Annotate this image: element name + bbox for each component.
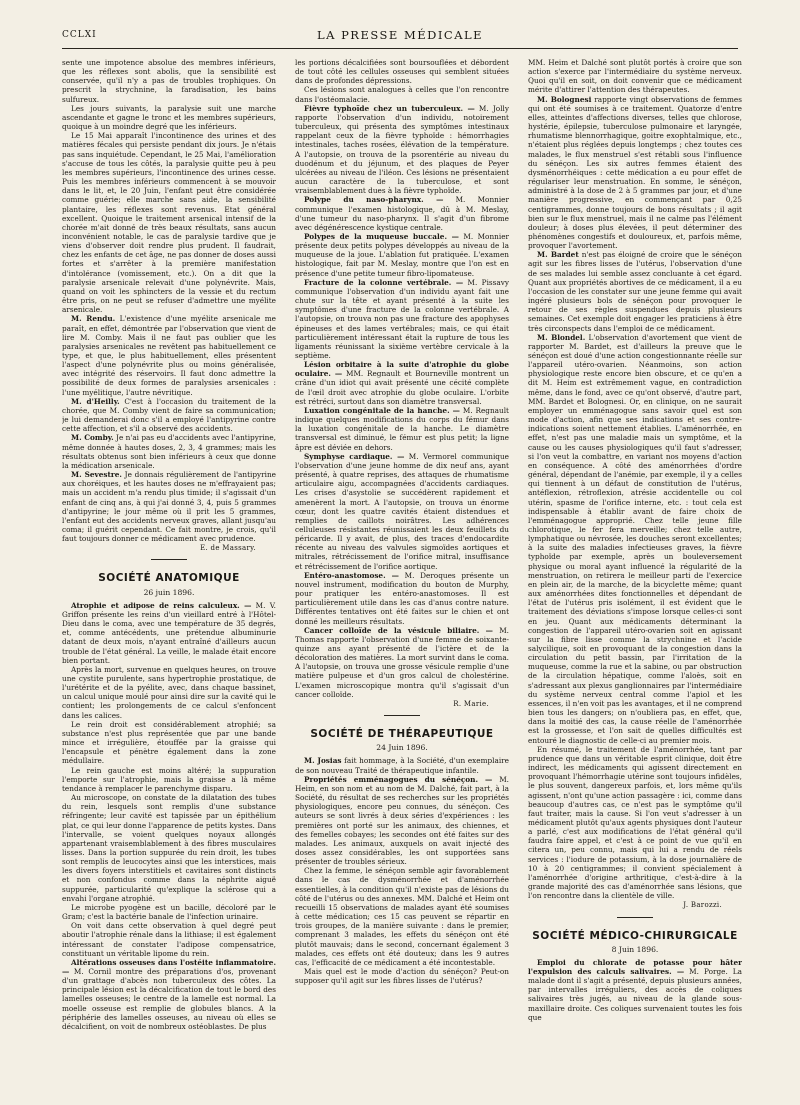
paragraph-text: Ces lésions sont analogues à celles que l'on rencontre dans l'ostéomalacie. (295, 85, 509, 104)
paragraph-lead: Symphyse cardiaque. — (304, 451, 405, 461)
paragraph-lead: Luxation congénitale de la hanche. — (304, 405, 460, 415)
paragraph (62, 766, 276, 793)
paragraph (62, 793, 276, 903)
paragraph-lead: M. Bolognesi (537, 94, 592, 104)
author-signature: E. de Massary. (200, 544, 256, 553)
section-divider (151, 559, 187, 560)
paragraph (295, 195, 509, 232)
paragraph-lead: Fracture de la colonne vertébrale. — (304, 277, 464, 287)
paragraph-lead: Emploi du chlorate de potasse pour hâter l'expulsion des calculs salivaires. — (528, 957, 742, 976)
paragraph-text: On voit dans cette observation à quel degré peut aboutir l'atrophie rénale dans la lithiase; il est également intéressant de constater l'adipose compensatrice, constituant un véritable lipome du rein. (62, 921, 276, 958)
paragraph (295, 85, 509, 103)
article-body (62, 58, 742, 1098)
paragraph-text: n'est pas éloigné de croire que le sénéçon agit sur les fibres lisses de l'utérus, l'observation d'une de ses malades lui semble assez concluante à cet égard. Quant aux propriétés abortives de ce médicament, il a eu l'occasion de les constater sur une jeune femme qui avait ingéré plusieurs bols de sénéçon pour provoquer le retour de ses règles suspendues depuis plusieurs semaines. Cet exemple doit engager les praticiens à être très circonspects dans l'emploi de ce médicament. (528, 250, 742, 333)
column-1 (62, 58, 276, 1098)
paragraph-text: Au microscope, on constate de la dilatation des tubes du rein, lesquels sont remplis d'une substance réfringente; leur cavité est tapissée par un épithélium plat, ce qui leur donne l'apparence de petits kystes. Dans l'intervalle, se voient quelques noyaux allongés appartenant vraisemblablement à des fibres musculaires lisses. Dans la portion suppurée du rein droit, les tubes sont remplis de leucocytes ainsi que les interstices, mais les divers foyers interstitiels et cavitaires sont distincts et non confondus comme dans la néphrite aiguë suppurée, particularité qu'explique la sclérose qui a envahi l'organe atrophié. (62, 793, 276, 903)
paragraph (295, 775, 509, 867)
paragraph (295, 58, 509, 85)
paragraph-text: Le microbe pyogène est un bacille, décoloré par le Gram; c'est la bactérie banale de l'infection urinaire. (62, 902, 276, 922)
section-divider (617, 917, 653, 918)
paragraph-lead: M. Blondel. (537, 332, 586, 342)
paragraph-text: M. Vermorel communique l'observation d'une jeune homme de dix neuf ans, ayant présenté, à quatre reprises, des attaques de rhumatisme articulaire aigu, accompagnées d'accidents cardiaques. Les crises d'asystolie se succédèrent rapidement et amenèrent la mort. A l'autopsie, on trouva un énorme cœur, dont les quatre cavités étaient distendues et remplies de caillots noirâtres. Les adhérences celluleuses résistantes réunissaient les deux feuillets du péricarde. Il y avait, de plus, des traces d'endocardite récente au niveau des valvules sigmoïdes aortiques et mitrales, rétrécissement de l'orifice mitral, insuffisance et rétrécissement de l'orifice aortique. (295, 451, 509, 571)
paragraph (62, 903, 276, 921)
paragraph (62, 104, 276, 131)
paragraph-text: sente une impotence absolue des membres inférieurs, que les réflexes sont abolis, que la sensibilité est conservée, qu'il n'y a pas de troubles trophiques. On prescrit la strychnine, la faradisation, les bains sulfureux. (62, 58, 276, 104)
paragraph (295, 571, 509, 626)
paragraph (295, 406, 509, 452)
paragraph-text: C'est à l'occasion du traitement de la chorée, que M. Comby vient de faire sa communication; je lui demanderai donc s'il a employé l'antipyrine contre cette affection, et s'il a observé des accidents. (62, 396, 276, 434)
paragraph-lead: M. Josias (304, 756, 342, 766)
paragraph (62, 314, 276, 396)
journal-title: LA PRESSE MÉDICALE (316, 28, 484, 42)
paragraph-lead: Cancer colloïde de la vésicule biliaire. — (304, 625, 493, 635)
paragraph (62, 665, 276, 720)
page-header (62, 26, 738, 46)
author-signature: R. Marie. (453, 699, 489, 708)
paragraph-lead: Atrophie et adipose de reins calculeux. — (71, 600, 252, 610)
paragraph-text: Les jours suivants, la paralysie suit une marche ascendante et gagne le tronc et les membres supérieurs, quoique à un moindre degré que les inférieurs. (62, 103, 276, 132)
paragraph-text: Je n'ai pas eu d'accidents avec l'antipyrine, même donnée à hautes doses, 2, 3, 4 grammes; mais les résultats obtenus sont bien inférieurs à ceux que donne la médication arsenicale. (62, 433, 276, 470)
paragraph-text: Le rein gauche est moins altéré; la suppuration l'emporte sur l'atrophie, mais la graisse a là même tendance à remplacer le parenchyme disparu. (62, 765, 276, 793)
paragraph (62, 58, 276, 104)
paragraph (295, 104, 509, 196)
section-heading: SOCIÉTÉ MÉDICO-CHIRURGICALE (532, 929, 738, 942)
paragraph-text: M. Jolly rapporte l'observation d'un individu, notoirement tuberculeux, qui présenta des symptômes intestinaux rappelant ceux de la fièvre typhoïde : hémorrhagies intestinales, taches rosées, élévation de la température. A l'autopsie, on trouva de la psorentérie au niveau du duodénum et du jéjunum, et des plaques de Peyer ulcérées au niveau de l'iléon. Ces lésions ne présentaient aucun caractère de la tuberculose, et sont vraisemblablement dues à la fièvre typhoïde. (295, 103, 509, 196)
paragraph (528, 58, 742, 95)
section-date: 26 juin 1896. (143, 587, 195, 597)
author-signature: J. Barozzi. (683, 901, 722, 910)
paragraph (295, 866, 509, 967)
paragraph (62, 921, 276, 958)
paragraph (62, 433, 276, 470)
paragraph (295, 232, 509, 278)
paragraph-lead: M. Rendu. (71, 314, 116, 324)
paragraph-text: MM. Regnault et Bourneville montrent un crâne d'un idiot qui avait présenté une cécité complète de l'œil droit avec atrophie du globe oculaire. L'orbite est rétréci, surtout dans son diamètre transversal. (295, 369, 509, 406)
paragraph-lead: Propriétés emménagogues du sénéçon. — (304, 774, 493, 784)
paragraph-text: fait hommage, à la Société, d'un exemplaire de son nouveau Traité de thérapeutique infantile. (295, 756, 509, 775)
paragraph (528, 95, 742, 251)
paragraph-lead: M. Bardet (537, 250, 579, 260)
paragraph-text: MM. Heim et Dalché sont plutôt portés à croire que son action s'exerce par l'intermédiaire du système nerveux. Quoi qu'il en soit, on doit convenir que ce médicament mérite d'attirer l'attention des thérapeutes. (528, 58, 742, 95)
paragraph-text: M. Deroques présente un nouvel instrument, modification du bouton de Murphy, pour pratiquer les entéro-anastomoses. Il est particulièrement utile dans les cas d'anus contre nature. Différentes tentatives ont été faites sur le chien et ont donné les meilleurs résultats. (295, 570, 509, 626)
paragraph-text: L'existence d'une myélite arsenicale me paraît, en effet, démontrée par l'observation que vient de lire M. Comby. Mais il ne faut pas oublier que les paralysies arsenicales ne revêtent pas habituellement ce type, et que, le plus habituellement, elles présentent l'aspect d'une polynévrite plus ou moins généralisée, avec intégrité des réservoirs. Il faut donc admettre la possibilité de deux formes de paralysies arsenicales : l'une myélitique, l'autre névritique. (62, 314, 276, 397)
paragraph (62, 958, 276, 1031)
paragraph-text: M. Monnier communique l'examen histologique, dû à M. Meslay, d'une tumeur du naso-pharynx. Il s'agit d'un fibrome avec dégénérescence kystique centrale. (295, 195, 509, 232)
paragraph-lead: M. d'Heilly. (71, 396, 120, 406)
paragraph (528, 333, 742, 745)
paragraph (62, 601, 276, 665)
paragraph-lead: Polype du naso-pharynx. — (304, 195, 444, 205)
paragraph (528, 745, 742, 901)
paragraph (295, 626, 509, 699)
paragraph-text: Le 15 Mai apparaît l'incontinence des urines et des matières fécales qui persiste pendant dix jours. Je n'étais pas sans inquiétude. Cependant, le 25 Mai, l'amélioration s'accuse de tous les côtés, la paralysie quitte peu à peu les membres supérieurs, l'incontinence des urines cesse. Puis les membres inférieurs commencent à se mouvoir dans le lit, et, le 20 Juin, l'enfant peut être considérée comme guérie; elle marche sans aide, la sensibilité plantaire, les réflexes sont revenus. Etat général excellent. Quoique le traitement arsenical intensif de la chorée m'ait donné de très beaux résultats, sans aucun inconvénient notable, le cas de paralysie tardive que je viens d'observer doit rendre plus prudent. Il faudrait, chez les enfants de cet âge, ne pas donner de doses aussi fortes et s'arrêter à la première manifestation d'intolérance (vomissement, etc.). On a dit que la paralysie arsenicale relevait d'une polynévrite. Mais, quand on voit les sphincters de la vessie et du rectum être pris, on ne peut se refuser d'admettre une myélite arsenicale. (62, 131, 276, 315)
paragraph-text: L'observation d'avortement que vient de rapporter M. Bardet, est d'ailleurs la preuve que le sénéçon est doué d'une action congestionnante réelle sur l'appareil utéro-ovarien. Néanmoins, son action physiologique reste encore bien obscure, et ce qu'en a dit M. Heim est extrêmement vague, en contradiction même, dans le fond, avec ce qu'ont observé, d'autre part, MM. Bardet et Bolognesi. Or, en clinique, on ne saurait employer un emménagogue sans savoir quel est son mode d'action, afin que ses indications et ses contre-indications soient nettement établies. L'aménorrhée, en effet, n'est pas une maladie mais un symptôme, et la cause ou les causes physiologiques qu'il faut s'adresser, si l'on veut la combattre, en variant nos moyens d'action en conséquence. A côté des aménorrhées d'ordre général, dépendant de l'anémie, par exemple, il y a celles qui tiennent à un défaut de constitution de l'utérus, antéflexion, rétroflexion, atrésie accidentelle ou col utérin, spasme de l'orifice interne, etc. : tout cela est indispensable à établir avant de faire choix de l'emménagogue approprié. Chez telle jeune fille chlorotique, le fer fera merveille; chez telle autre, lymphatique ou névrosée, les douches seront excellentes; à la suite des maladies infectieuses graves, la fièvre typhoïde par exemple, après un bouleversement physique ou moral ayant influencé la régularité de la menstruation, on retirera le meilleur parti de l'exercice en plein air, de la marche, de la bicyclette même; quant aux aménorrhées dites fonctionnelles et dépendant de l'état de l'utérus pris isolément, il est évident que le traitement des déviations s'impose lorsque celles-ci sont en jeu. Quant aux médicaments déterminant la congestion de l'appareil utéro-ovarien soit en agissant sur la fibre lisse comme la strychnine et l'acide salycilique, soit en provoquant de la congestion dans la circulation du petit bassin, par l'irritation de la muqueuse, comme la rue et la sabine, ou par obstruction de la circulation hépatique, comme l'aloès, soit en s'adressant aux plexus ganglionnaires par l'intermédiaire du système nerveux central comme l'apiol et les essences, il n'en voit pas les avantages, et il ne comprend bien tous les dangers; on n'oubliera pas, en effet, que, dans la moitié des cas, la cause réelle de l'aménorrhée est la grossesse, et l'on sait de quelles difficultés est entouré le diagnostic de celle-ci au premier mois. (528, 332, 742, 745)
section-divider (384, 715, 420, 716)
paragraph-text: rapporte vingt observations de femmes qui ont été soumises à ce traitement. Quatorze d'entre elles, atteintes d'affections diverses, telles que chlorose, hystérie, épilepsie, tuberculose pulmonaire et laryngée, rhumatisme blennorrhagique, goitre exophtalmique, etc., n'étaient plus réglées depuis longtemps ; chez toutes ces malades, le flux menstruel s'est rétabli sous l'influence du sénéçon. Les six autres femmes étaient des dysménorrhéiques : cette médication a eu pour effet de régulariser leur menstruation. En somme, le sénéçon, administré à la dose de 2 à 5 grammes par jour, et d'une manière progressive, en commençant par 0,25 centigrammes, donne toujours de bons résultats ; il agit bien sur le flux menstruel, mais il ne calme pas l'élément douleur; à doses plus élevées, il peut déterminer des phénomènes congestifs et douloureux, et, parfois même, provoquer l'avortement. (528, 94, 742, 251)
paragraph (295, 360, 509, 406)
paragraph-text: M. Monnier présente deux petits polypes développés au niveau de la muqueuse de la joue. L'ablation fut pratiquée. L'examen histologique, fait par M. Meslay, montre que l'on est en présence d'une petite tumeur fibro-lipomateuse. (295, 231, 509, 278)
column-3 (528, 58, 742, 1098)
section-date: 8 Juin 1896. (611, 944, 659, 954)
section-heading: SOCIÉTÉ DE THÉRAPEUTIQUE (310, 728, 494, 741)
paragraph-lead: Lésion orbitaire à la suite d'atrophie du globe oculaire. — (295, 360, 509, 379)
paragraph-text: M. Thomas rapporte l'observation d'une femme de soixante-quinze ans ayant présenté de l'ictère et de la décoloration des matières. La mort survint dans le coma. A l'autopsie, on trouva une grosse vésicule remplie d'une matière pulpeuse et d'un gros calcul de cholestérine. L'examen microscopique montra qu'il s'agissait d'un cancer colloïde. (295, 625, 509, 699)
paragraph (62, 131, 276, 314)
section-date: 24 Juin 1896. (376, 743, 428, 753)
paragraph-lead: M. Comby. (71, 433, 114, 443)
paragraph (528, 958, 742, 1022)
paragraph-text: M. V. Griffon présente les reins d'un vieillard entré à l'Hôtel-Dieu dans le coma, avec une température de 35 degrés, et, comme antécédents, une prétendue albuminurie datant de deux mois, n'ayant entraîné d'ailleurs aucun trouble de l'état général. La veille, le malade était encore bien portant. (62, 600, 276, 665)
paragraph-text: Je donnais régulièrement de l'antipyrine aux choréiques, et les hautes doses ne m'effrayaient pas; mais un accident m'a rendu plus timide; il s'agissait d'un enfant de cinq ans, à qui j'ai donné 3, 4, puis 5 grammes d'antipyrine; le jour même où il prit les 5 grammes, l'enfant eut des accidents nerveux graves, allant jusqu'au coma; il guérit cependant. Ce fait montre, je crois, qu'il faut toujours donner ce médicament avec prudence. (62, 470, 276, 544)
section-heading: SOCIÉTÉ ANATOMIQUE (98, 572, 240, 585)
page-number: CCLXI (62, 30, 97, 40)
paragraph (62, 397, 276, 434)
paragraph-text: Après la mort, survenue en quelques heures, on trouve une cystite purulente, sans hypertrophie prostatique, de l'urétérite et de la pyélite, avec, dans chaque bassinet, un calcul unique moulé pour ainsi dire sur la cavité qui le contient; les prolongements de ce calcul s'enfoncent dans les calices. (62, 664, 276, 720)
paragraph (295, 452, 509, 571)
paragraph-text: M. Regnault indique quelques modifications du corps du fémur dans la luxation congénitale de la hanche. Le diamètre transversal est diminué, le fémur est plus petit; la ligne âpre est déviée en dehors. (295, 405, 509, 452)
paragraph-text: M. Pissavy communique l'observation d'un individu ayant fait une chute sur la tête et ayant présenté à la suite les symptômes d'une fracture de la colonne vertébrale. A l'autopsie, on trouva non pas une fracture des apophyses épineuses et des lames vertébrales; mais, ce qui était particulièrement intéressant était la rupture de tous les ligaments réunissant la sixième vertèbre cervicale à la septième. (295, 277, 509, 360)
paragraph-text: En résumé, le traitement de l'aménorrhée, tant par prudence que dans un véritable esprit clinique, doit être indirect, les médicaments qui agissent directement en provoquant l'hémorrhagie utérine sont toujours infidèles, le plus souvent, dangereux parfois, et, lors même qu'ils agissent, n'ont qu'une action passagère : ici, comme dans beaucoup d'autres cas, ce n'est pas le symptôme qu'il faut traiter, mais la cause. Si l'on veut s'adresser à un médicament plutôt qu'aux agents physiques dont l'auteur a parlé, c'est aux modifications de l'état général qu'il faudra faire appel, et c'est à ce point de vue qu'il en citera un, peu connu, mais qui lui a rendu de réels services : l'iodure de potassium, à la dose journalière de 10 à 20 centigrammes; il convient spécialement à l'aménorrhée d'origine arthritique, c'est-à-dire à la grande majorité des cas d'aménorrhée sans lésions, que l'on rencontre dans la clientèle de ville. (528, 744, 742, 901)
paragraph-lead: Polypes de la muqueuse buccale. — (304, 231, 459, 241)
paragraph (62, 470, 276, 543)
paragraph (62, 720, 276, 766)
paragraph-text: Mais quel est le mode d'action du sénéçon? Peut-on supposer qu'il agit sur les fibres lisses de l'utérus? (295, 967, 509, 986)
paragraph-lead: Entéro-anastomose. — (304, 570, 399, 580)
paragraph-text: les portions décalcifiées sont boursouflées et débordent de tout côté les cellules osseuses qui semblent situées dans de profondes dépressions. (295, 58, 509, 86)
paragraph-text: Chez la femme, le sénéçon semble agir favorablement dans le cas de dysménorrhée et d'aménorrhée essentielles, à la condition qu'il n'existe pas de lésions du côté de l'utérus ou des annexes. MM. Dalché et Heim ont recueilli 15 observations de malades ayant été soumises à cette médication; ces 15 cas peuvent se répartir en trois groupes, de la manière suivante : dans le premier, comprenant 3 malades, les effets du sénéçon ont été plutôt mauvais; dans le second, concernant également 3 malades, ces effets ont été douteux; dans les 9 autres cas, l'efficacité de ce médicament a été incontestable. (295, 866, 509, 967)
paragraph-lead: M. Sevestre. (71, 470, 122, 480)
paragraph (295, 756, 509, 774)
paragraph-text: M. Cornil montre des préparations d'os, provenant d'un grattage d'abcès non tuberculeux des côtes. La principale lésion est la décalcification de tout le bord des lamelles osseuses; le centre de la lamelle est normal. La moelle osseuse est remplie de globules blancs. A la périphérie des lamelles osseuses, au niveau où elles se décalcifient, on voit de nombreux ostéoblastes. De plus (62, 967, 276, 1031)
paragraph (295, 278, 509, 360)
paragraph-lead: Fièvre typhoïde chez un tuberculeux. — (304, 103, 475, 113)
paragraph (528, 250, 742, 332)
paragraph (295, 967, 509, 985)
header-rule (62, 48, 738, 49)
paragraph-text: M. Porge. La malade dont il s'agit a présenté, depuis plusieurs années, par intervalles irréguliers, des accès de coliques salivaires très jugés, au niveau de la glande sous-maxillaire droite. Ces coliques survenaient toutes les fois que (528, 967, 742, 1022)
paragraph-text: M. Heim, en son nom et au nom de M. Dalché, fait part, à la Société, du résultat de ses recherches sur les propriétés physiologiques, encore peu connues, du sénéçon. Ces auteurs se sont livrés à deux séries d'expériences : les premières ont porté sur les animaux, des chiennes, et des femelles cobayes; les secondes ont été faites sur des malades. Les animaux, auxquels on avait injecté des doses assez considérables, les ont supportées sans présenter de troubles sérieux. (295, 774, 509, 867)
column-2 (295, 58, 509, 1098)
paragraph-lead: Altérations osseuses dans l'ostéite inflammatoire. — (62, 957, 276, 976)
paragraph-text: Le rein droit est considérablement atrophié; sa substance n'est plus représentée que par une bande mince et irrégulière, étouffée par la graisse qui l'encapsule et pénètre également dans la zone médullaire. (62, 719, 276, 766)
